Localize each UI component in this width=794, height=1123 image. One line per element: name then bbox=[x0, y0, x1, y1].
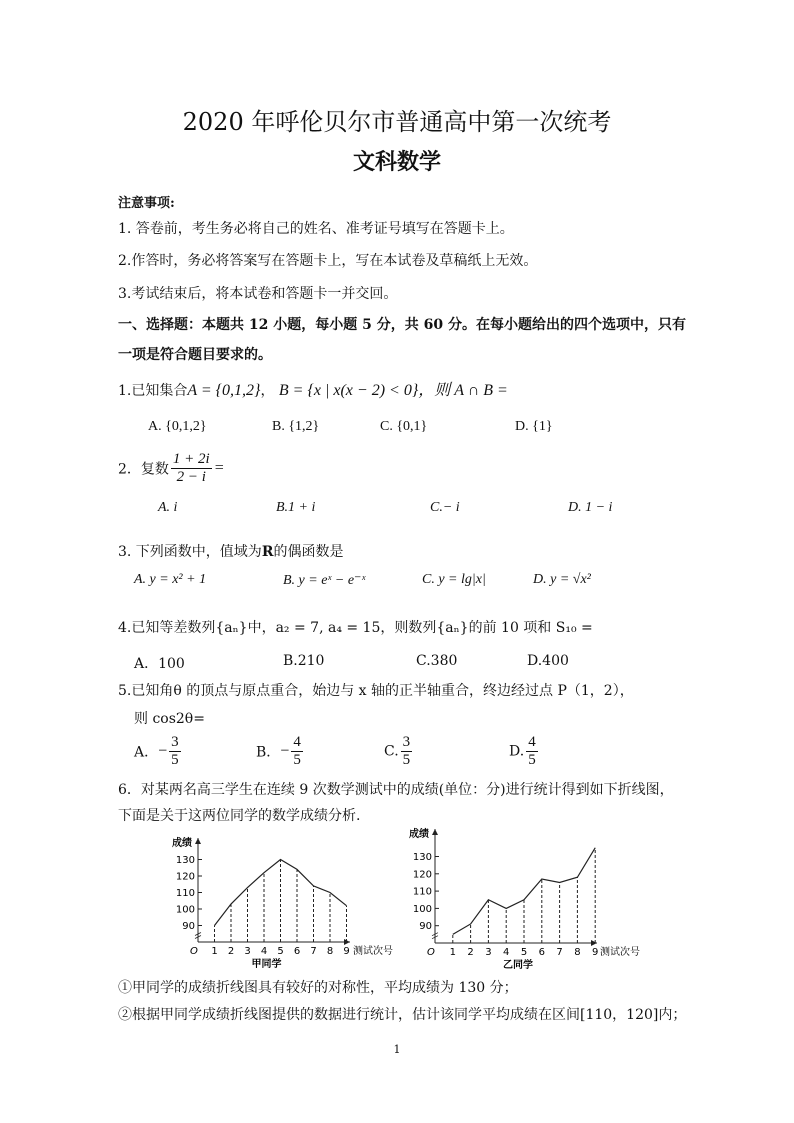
x-tick-label: 3 bbox=[244, 946, 251, 957]
y-tick-label: 120 bbox=[175, 871, 195, 883]
x-tick-label: 8 bbox=[326, 946, 334, 957]
question-6-stem: 6．对某两名高三学生在连续 9 次数学测试中的成绩(单位：分)进行统计得到如下折线图， bbox=[118, 782, 674, 798]
q4-option-c: C.380 bbox=[416, 653, 458, 669]
page-number: 1 bbox=[393, 1043, 401, 1056]
notice-item: 1. 答卷前，考生务必将自己的姓名、准考证号填写在答题卡上。 bbox=[118, 221, 514, 237]
notice-item: 3.考试结束后，将本试卷和答题卡一并交回。 bbox=[118, 286, 398, 302]
x-tick-label: 5 bbox=[520, 947, 528, 958]
chart-yi bbox=[395, 825, 655, 972]
question-1-stem: 1.已知集合A = {0,1,2}， B = {x | x(x − 2) < 0}，则 A ∩ B = bbox=[118, 382, 508, 399]
q3-option-c: C. y = lg|x| bbox=[422, 572, 486, 587]
y-tick-label: 100 bbox=[175, 904, 195, 916]
x-tick-label: 4 bbox=[503, 947, 510, 958]
y-tick-label: 90 bbox=[182, 921, 195, 932]
x-tick-label: 2 bbox=[227, 946, 235, 957]
origin-label: O bbox=[190, 946, 198, 957]
notice-item: 2.作答时，务必将答案写在答题卡上，写在本试卷及草稿纸上无效。 bbox=[118, 253, 538, 269]
y-tick-label: 100 bbox=[412, 903, 432, 915]
y-axis-arrow bbox=[195, 838, 201, 844]
x-tick-label: 4 bbox=[260, 946, 268, 957]
question-5-stem: 5.已知角θ 的顶点与原点重合，始边与 x 轴的正半轴重合，终边经过点 P（1，2）， bbox=[118, 683, 634, 699]
chart-title: 乙同学 bbox=[503, 960, 533, 971]
q5-option-b: B．− $\frac{4}{5}$ bbox=[256, 734, 301, 768]
y-tick-label: 130 bbox=[412, 852, 432, 863]
y-tick-label: 90 bbox=[419, 921, 432, 933]
q3-option-a: A. y = x² + 1 bbox=[134, 572, 207, 587]
notice-heading: 注意事项: bbox=[118, 196, 175, 211]
x-tick-label: 1 bbox=[211, 946, 218, 957]
x-tick-label: 1 bbox=[449, 947, 456, 958]
x-tick-label: 9 bbox=[343, 946, 350, 957]
q2-option-b: B.1 + i bbox=[276, 500, 316, 515]
statement-2: ②根据甲同学成绩折线图提供的数据进行统计，估计该同学平均成绩在区间[110，120]内； bbox=[118, 1007, 687, 1023]
chart-jia bbox=[160, 830, 400, 972]
q1-option-a: A. {0,1,2} bbox=[148, 419, 207, 434]
x-axis-label: 测试次号 bbox=[353, 946, 393, 957]
x-axis-arrow bbox=[591, 940, 597, 946]
y-tick-label: 110 bbox=[175, 888, 195, 899]
q5-option-d: D. $\frac{4}{5}$ bbox=[509, 734, 536, 768]
question-3-stem: 3. 下列函数中，值域为R的偶函数是 bbox=[118, 544, 344, 560]
question-2-stem: 2．复数 $\frac{1 + 2i}{2 - i}$ = bbox=[118, 451, 225, 485]
q2-option-a: A. i bbox=[158, 500, 178, 515]
section-heading-cont: 一项是符合题目要求的。 bbox=[118, 347, 272, 363]
exam-subtitle: 文科数学 bbox=[352, 149, 441, 175]
q4-option-d: D.400 bbox=[527, 653, 569, 669]
statement-1: ①甲同学的成绩折线图具有较好的对称性，平均成绩为 130 分； bbox=[118, 980, 518, 996]
x-tick-label: 6 bbox=[293, 946, 301, 957]
x-tick-label: 6 bbox=[538, 947, 545, 958]
q1-option-b: B. {1,2} bbox=[272, 419, 320, 434]
y-tick-label: 110 bbox=[412, 886, 432, 898]
exam-title: 2020 年呼伦贝尔市普通高中第一次统考 bbox=[182, 108, 612, 136]
q3-option-b: B. y = eˣ − e⁻ˣ bbox=[283, 573, 366, 588]
question-5-stem-cont: 则 cos2θ= bbox=[134, 711, 205, 727]
y-axis-label: 成绩 bbox=[172, 838, 192, 849]
y-tick-label: 130 bbox=[175, 855, 195, 866]
section-heading: 一、选择题：本题共 12 小题，每小题 5 分，共 60 分。在每小题给出的四个选项中，只有 bbox=[118, 317, 686, 333]
x-tick-label: 5 bbox=[277, 946, 284, 957]
x-tick-label: 3 bbox=[485, 947, 492, 958]
question-4-stem: 4.已知等差数列{aₙ}中，a₂ = 7, a₄ = 15，则数列{aₙ}的前 10 项和 S₁₀ = bbox=[118, 620, 593, 636]
q3-option-d: D. y = √x² bbox=[533, 572, 591, 587]
q4-option-a: A．100 bbox=[134, 656, 185, 672]
x-tick-label: 7 bbox=[556, 947, 563, 958]
x-axis-label: 测试次号 bbox=[600, 947, 640, 958]
question-6-stem-cont: 下面是关于这两位同学的数学成绩分析. bbox=[118, 808, 361, 824]
origin-label: O bbox=[427, 947, 435, 958]
y-axis-label: 成绩 bbox=[409, 829, 429, 840]
y-axis-arrow bbox=[432, 829, 438, 835]
chart-title: 甲同学 bbox=[251, 959, 282, 970]
x-tick-label: 9 bbox=[592, 947, 599, 958]
x-tick-label: 2 bbox=[467, 947, 474, 958]
y-tick-label: 120 bbox=[412, 869, 432, 881]
q1-option-d: D. {1} bbox=[515, 419, 553, 434]
q1-option-c: C. {0,1} bbox=[380, 419, 428, 434]
q4-option-b: B.210 bbox=[283, 653, 325, 669]
q5-option-c: C. $\frac{3}{5}$ bbox=[384, 734, 411, 768]
q5-option-a: A．− $\frac{3}{5}$ bbox=[134, 734, 179, 768]
q2-option-c: C.− i bbox=[430, 500, 460, 515]
q2-fraction: $\frac{1 + 2i}{2 - i}$ bbox=[172, 451, 210, 485]
x-tick-label: 8 bbox=[574, 947, 581, 958]
x-tick-label: 7 bbox=[310, 946, 317, 957]
q2-option-d: D. 1 − i bbox=[568, 500, 613, 515]
